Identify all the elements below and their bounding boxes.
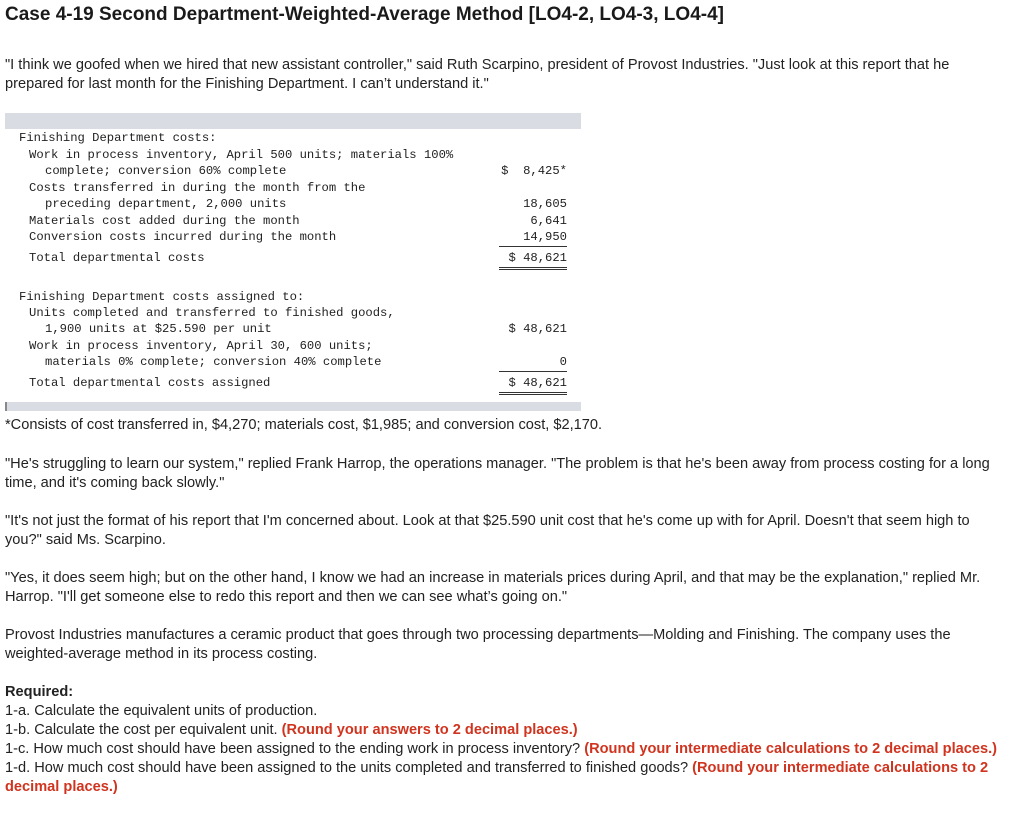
total-costs-amount: $ 48,621 [499,250,567,270]
conversion-label: Conversion costs incurred during the month [29,230,337,244]
materials-label: Materials cost added during the month [29,214,300,228]
question-1b-text: 1-b. Calculate the cost per equivalent unit. [5,722,278,738]
required-section [5,683,1005,797]
question-1c [5,740,1005,759]
total-assigned-amount: $ 48,621 [499,375,567,395]
question-1c-note: (Round your intermediate calculations to 2 decimal places.) [584,741,997,757]
question-1a: 1-a. Calculate the equivalent units of production. [5,703,318,719]
materials-amount: 6,641 [530,214,567,228]
assigned-header: Finishing Department costs assigned to: [19,290,305,304]
question-1c-text: 1-c. How much cost should have been assigned to the ending work in process inventory? [5,741,581,757]
completed-line2: 1,900 units at $25.590 per unit [45,322,272,336]
wip-begin-amount: $ 8,425* [501,164,567,178]
wip-begin-line2: complete; conversion 60% complete [45,164,287,178]
paragraph-company-info: Provost Industries manufactures a ceramic product that goes through two processing departments—Molding and Finishing. The company uses the weighted-average method in its process costing. [5,627,951,662]
question-1d [5,759,1005,797]
wip-end-line1: Work in process inventory, April 30, 600 units; [29,339,373,353]
report-top-bar [5,113,581,129]
required-heading: Required: [5,684,74,700]
report-bottom-bar [5,402,581,411]
completed-line1: Units completed and transferred to finished goods, [29,306,395,320]
page-title: Case 4-19 Second Department-Weighted-Average Method [LO4-2, LO4-3, LO4-4] [5,4,724,25]
total-assigned-label: Total departmental costs assigned [29,376,271,390]
transferred-line1: Costs transferred in during the month from the [29,181,366,195]
completed-amount: $ 48,621 [508,322,567,336]
question-1b [5,721,1005,740]
finishing-department-report [5,113,581,411]
total-costs-label: Total departmental costs [29,251,205,265]
paragraph-harrop-1: "He's struggling to learn our system," replied Frank Harrop, the operations manager. "The problem is that he's been away from process costing for a long time, and it's coming back slowly." [5,456,990,491]
footnote: *Consists of cost transferred in, $4,270; materials cost, $1,985; and conversion cost, $2,170. [5,417,603,433]
intro-paragraph: "I think we goofed when we hired that new assistant controller," said Ruth Scarpino, president of Provost Industries. "Just look at this report that he prepared for last month for the Finishing Department. I can’t understand it." [5,57,950,92]
wip-end-amount: 0 [499,354,567,372]
paragraph-scarpino-2: "It's not just the format of his report that I'm concerned about. Look at that $25.590 unit cost that he's come up with for April. Doesn't that seem high to you?" said Ms. Scarpino. [5,513,970,548]
wip-begin-line1: Work in process inventory, April 500 units; materials 100% [29,148,454,162]
question-1d-text: 1-d. How much cost should have been assigned to the units completed and transferred to finished goods? [5,760,689,776]
costs-header: Finishing Department costs: [19,131,217,145]
wip-end-line2: materials 0% complete; conversion 40% complete [45,355,382,369]
question-1d-note: (Round your intermediate calculations to 2 decimal places.) [5,760,989,795]
transferred-amount: 18,605 [523,197,567,211]
question-1b-note: (Round your answers to 2 decimal places.) [281,722,578,738]
conversion-amount: 14,950 [499,229,567,247]
transferred-line2: preceding department, 2,000 units [45,197,287,211]
paragraph-harrop-3: "Yes, it does seem high; but on the other hand, I know we had an increase in materials prices during April, and that may be the explanation," replied Mr. Harrop. "I'll get someone else to redo this report and then we can see what’s going on." [5,570,981,605]
